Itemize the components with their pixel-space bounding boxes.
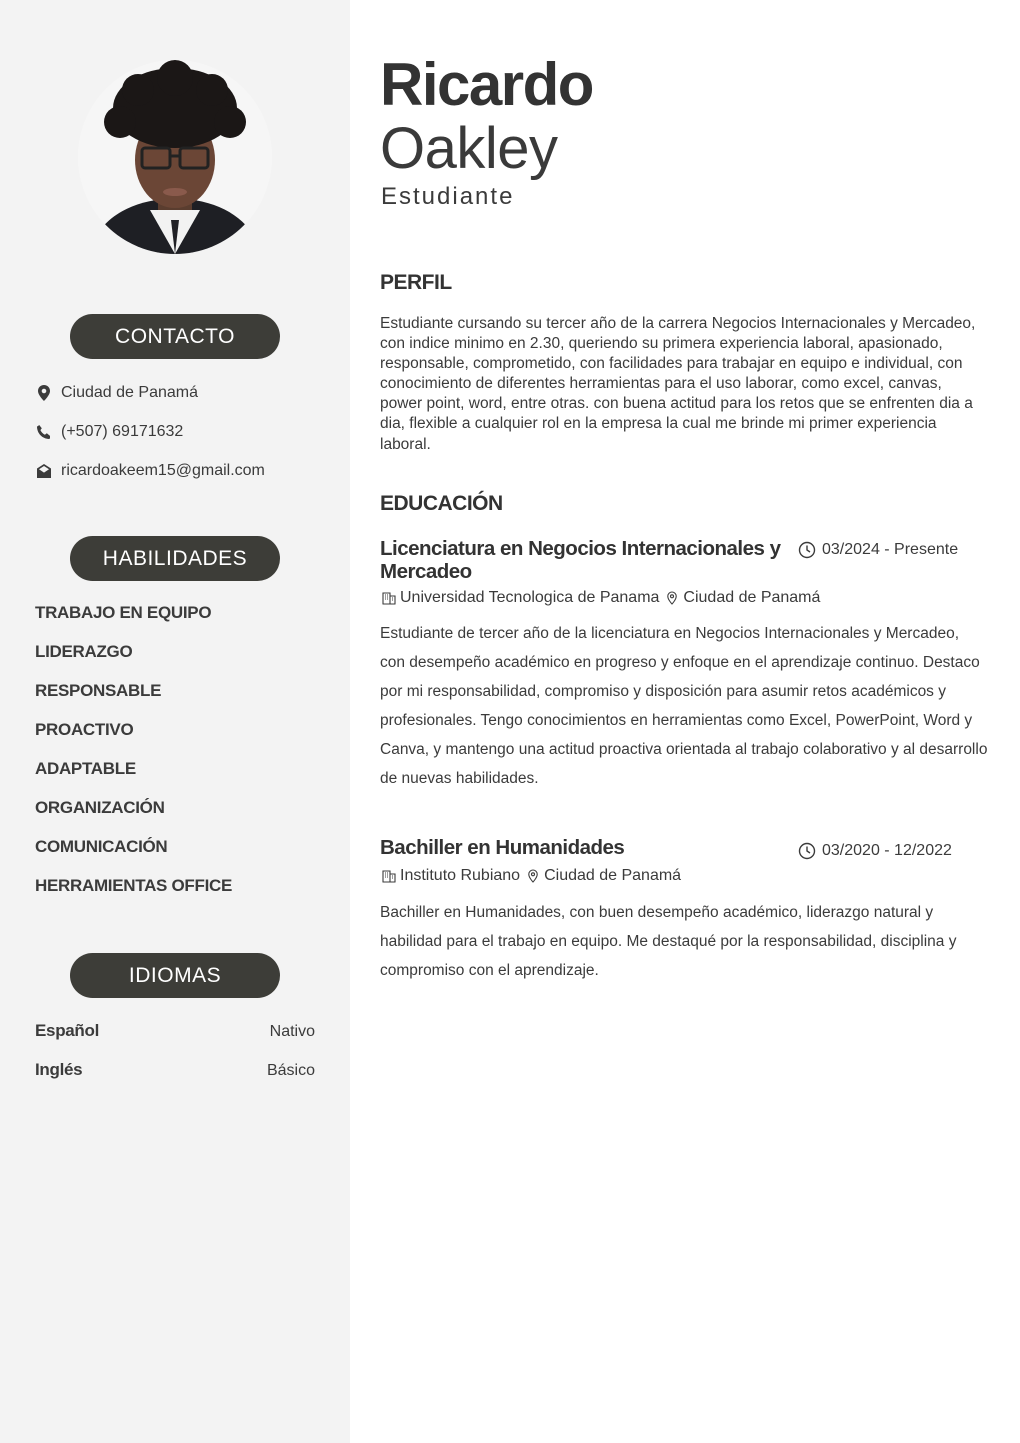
location-pin-icon (35, 384, 53, 402)
contact-location (35, 381, 198, 405)
location-pin-icon (526, 869, 540, 883)
building-icon (382, 869, 396, 883)
skill-item: HERRAMIENTAS OFFICE (35, 876, 233, 895)
education-degree-title: Licenciatura en Negocios Internacionales y Mercadeo (380, 537, 781, 583)
building-icon (382, 591, 396, 605)
education-location: Ciudad de Panamá (683, 589, 821, 606)
education-section-title: EDUCACIÓN (380, 492, 503, 515)
education-dates (798, 842, 952, 860)
skills-section-title: HABILIDADES (70, 536, 280, 581)
contact-phone-text: (+507) 69171632 (61, 423, 184, 440)
contact-location-text: Ciudad de Panamá (61, 384, 198, 401)
skill-item: PROACTIVO (35, 720, 134, 739)
sidebar (0, 0, 350, 1443)
skill-item: ORGANIZACIÓN (35, 798, 165, 817)
education-dates (798, 541, 958, 559)
education-location: Ciudad de Panamá (544, 867, 682, 884)
skill-item: COMUNICACIÓN (35, 837, 168, 856)
education-description: Bachiller en Humanidades, con buen desempeño académico, liderazgo natural y habilidad para el trabajo en equipo. Me destaqué por la responsabilidad, disciplina y compromiso con el aprendizaje. (380, 904, 957, 979)
education-meta (382, 867, 681, 885)
last-name: Oakley (380, 116, 558, 181)
profile-photo (78, 60, 272, 254)
profile-section-title: PERFIL (380, 271, 452, 294)
language-level: Nativo (269, 1023, 315, 1040)
skill-item: LIDERAZGO (35, 642, 133, 661)
education-dates-text: 03/2024 - Presente (822, 541, 959, 558)
language-name: Inglés (35, 1060, 83, 1079)
envelope-icon (35, 462, 53, 480)
contact-email-text[interactable]: ricardoakeem15@gmail.com (61, 462, 265, 479)
language-level: Básico (266, 1062, 315, 1079)
education-institution: Universidad Tecnologica de Panama (400, 589, 660, 606)
skill-item: ADAPTABLE (35, 759, 136, 778)
education-description: Estudiante de tercer año de la licenciatura en Negocios Internacionales y Mercadeo, con desempeño académico en progreso y enfoque en el aprendizaje continuo. Destaco por mi responsabilidad, compromiso y disposición para asumir retos académicos y profesionales. Tengo conocimientos en herramientas como Excel, PowerPoint, Word y Canva, y mantengo una actitud proactiva orientada al trabajo colaborativo y al desarrollo de nuevas habilidades. (380, 625, 988, 787)
education-dates-text: 03/2020 - 12/2022 (822, 842, 952, 859)
clock-icon (798, 541, 816, 559)
education-degree-title: Bachiller en Humanidades (380, 836, 625, 859)
profile-summary: Estudiante cursando su tercer año de la carrera Negocios Internacionales y Mercadeo, con indice minimo en 2.30, queriendo su primera experiencia laboral, apasionado, responsable, comprometido, con facilidades para trabajar en equipo e individual, con conocimiento de diferentes herramientas para el uso laborar, como excel, canvas, power point, word, entre otras. con buena actitud para los retos que se enfrenten dia a dia, flexible a cualquier rol en la empresa la cual me brinde mi primer experiencia laboral. (380, 315, 976, 453)
location-pin-icon (665, 591, 679, 605)
languages-section-title: IDIOMAS (70, 953, 280, 998)
contact-section-title: CONTACTO (70, 314, 280, 359)
language-row (35, 1060, 315, 1080)
skill-item: TRABAJO EN EQUIPO (35, 603, 212, 622)
contact-email (35, 459, 265, 483)
language-row (35, 1021, 315, 1041)
contact-phone (35, 420, 183, 444)
job-title: Estudiante (381, 183, 515, 210)
language-name: Español (35, 1021, 100, 1040)
first-name: Ricardo (380, 51, 593, 118)
phone-icon (35, 423, 53, 441)
education-meta (382, 589, 820, 607)
clock-icon (798, 842, 816, 860)
skill-item: RESPONSABLE (35, 681, 162, 700)
education-institution: Instituto Rubiano (400, 867, 521, 884)
